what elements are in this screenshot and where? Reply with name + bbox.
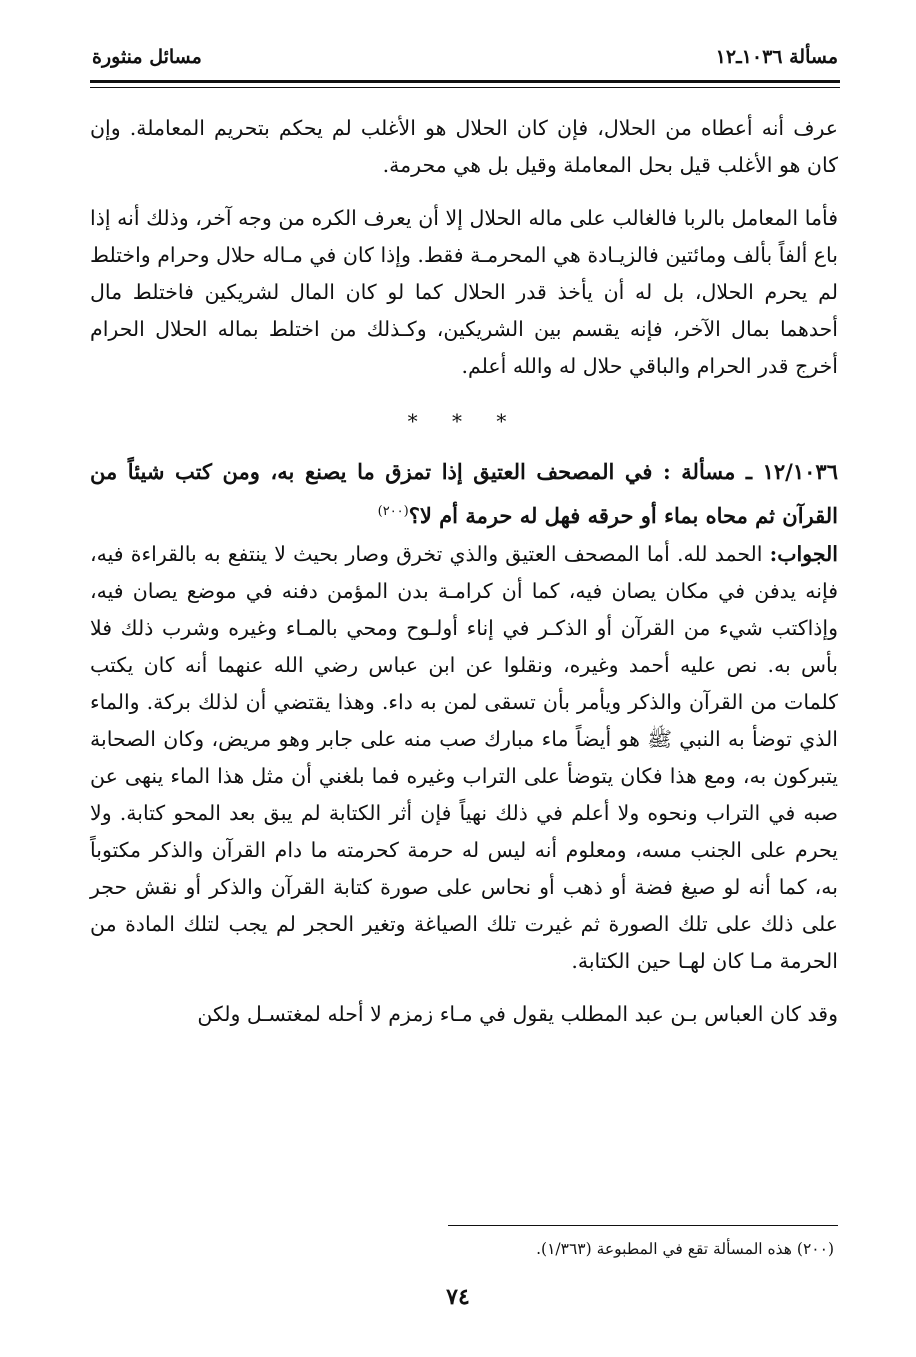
section-separator: * * * <box>407 409 521 433</box>
paragraph-1: عرف أنه أعطاه من الحلال، فإن كان الحلال هو الأغلب لم يحكم بتحريم المعاملة. وإن كان هو الأغلب قيل بحل المعاملة وقيل بل هي محرمة. <box>90 116 838 177</box>
paragraph-2: فأما المعامل بالربا فالغالب على ماله الحلال إلا أن يعرف الكره من وجه آخر، وذلك أنه إذا باع ألفاً بألف ومائتين فالزيـادة هي المحرمـة فقط. وإذا كان في مـاله حلال وحرام واختلط لم يحرم الحلال، بل له أن يأخذ قدر الحلال كما لو كان المال لشريكين فاختلط مال أحدهما بمال الآخر، فإنه يقسم بين الشريكين، وكـذلك من اختلط بماله الحلال الحرام أخرج قدر الحرام والباقي حلال له والله أعلم. <box>90 206 838 378</box>
footnote-reference: (٢٠٠) <box>377 504 409 519</box>
header-rule-thick <box>90 80 840 83</box>
header-rule-thin <box>90 87 840 88</box>
body-text <box>90 110 838 1033</box>
answer-paragraph <box>90 536 838 980</box>
answer-body: الحمد لله. أما المصحف العتيق والذي تخرق وصار بحيث لا ينتفع به بالقراءة فيه، فإنه يدفن في مكان يصان فيه، كما أن كرامـة بدن المؤمن دفنه في موضع يصان فيه، وإذاكتب شيء من القرآن أو الذكـر في إناء أولـوح ومحي بالمـاء وغيره وشرب ذلك فلا بأس به. نص عليه أحمد وغيره، ونقلوا عن ابن عباس رضي الله عنهما أنه كان يكتب كلمات من القرآن والذكر ويأمر بأن تسقى لمن به داء. وهذا يقتضي أن لذلك بركة. والماء الذي توضأ به النبي ﷺ هو أيضاً ماء مبارك صب منه على جابر وهو مريض، وكان الصحابة يتبركون به، ومع هذا فكان يتوضأ على التراب وغيره فما بلغني أن مثل هذا الماء ينهى عن صبه في التراب ونحوه ولا أعلم في ذلك نهياً فإن أثر الكتابة لم يبق بعد المحو كتابة. ولا يحرم على الجنب مسه، ومعلوم أنه ليس له حرمة كحرمته ما دام القرآن والذكر مكتوباً به، كما أنه لو صيغ فضة أو ذهب أو نحاس على صورة كتابة القرآن والذكر أو نقش حجر على ذلك على تلك الصورة ثم غيرت تلك الصياغة وتغير الحجر لم يجب لتلك المادة من الحرمة مـا كان لهـا حين الكتابة. <box>90 542 838 973</box>
footnote: (٢٠٠) هذه المسألة تقع في المطبوعة (١/٣٦٣). <box>536 1240 834 1258</box>
page-number: ٧٤ <box>446 1284 470 1310</box>
question-heading <box>90 452 838 536</box>
footnote-rule <box>448 1225 838 1226</box>
book-title: مسائل منثورة <box>92 46 202 68</box>
question-text: في المصحف العتيق إذا تمزق ما يصنع به، ومن كتب شيئاً من القرآن ثم محاه بماء أو حرقه فهل له حرمة أم لا؟ <box>90 459 838 528</box>
paragraph-last: وقد كان العباس بـن عبد المطلب يقول في مـاء زمزم لا أحله لمغتسـل ولكن <box>197 1002 838 1026</box>
running-header <box>92 46 838 68</box>
issue-label: مسألة ١٠٣٦ـ١٢ <box>715 46 838 68</box>
answer-lead: الجواب: <box>769 542 838 566</box>
question-number: ١٢/١٠٣٦ ـ مسألة : <box>662 459 838 484</box>
